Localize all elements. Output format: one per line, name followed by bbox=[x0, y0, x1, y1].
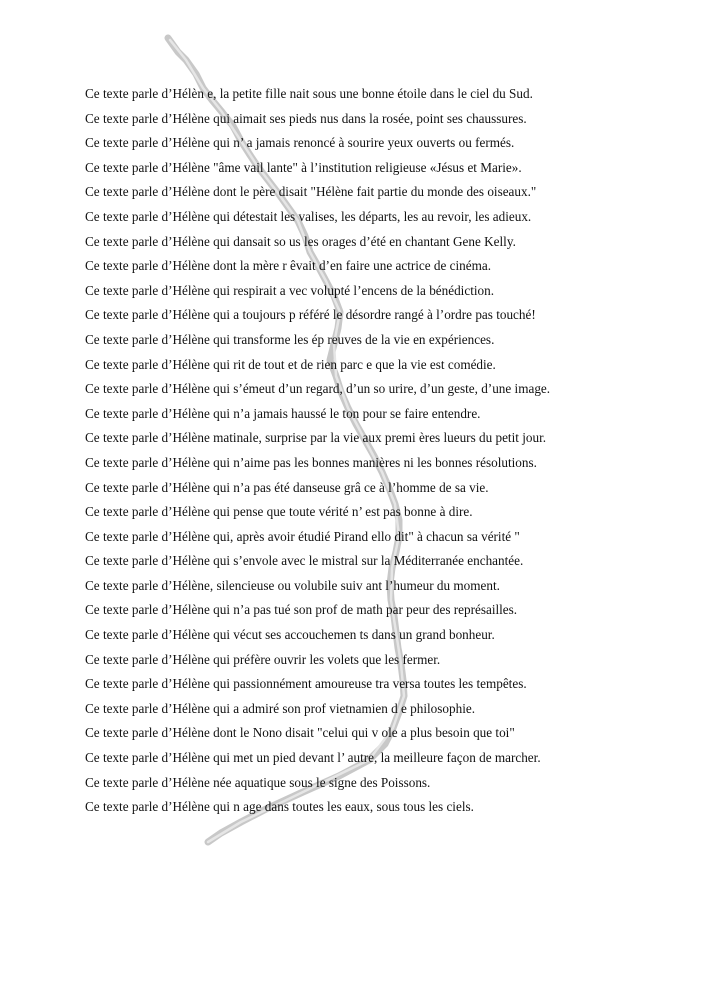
poem-line: Ce texte parle d’Hélène qui met un pied devant l’ autre, la meilleure façon de marcher. bbox=[85, 750, 541, 766]
poem-line: Ce texte parle d’Hélène qui dansait so us les orages d’été en chantant Gene Kelly. bbox=[85, 233, 516, 249]
poem-line: Ce texte parle d’Hélène qui rit de tout et de rien parc e que la vie est comédie. bbox=[85, 356, 496, 372]
poem-line: Ce texte parle d’Hélène matinale, surprise par la vie aux premi ères lueurs du petit jour. bbox=[85, 430, 547, 446]
poem-line: Ce texte parle d’Hélène née aquatique sous le signe des Poissons. bbox=[85, 774, 431, 790]
poem-line: Ce texte parle d’Hélèn e, la petite fille nait sous une bonne étoile dans le ciel du Sud. bbox=[85, 86, 533, 101]
poem-line: Ce texte parle d’Hélène qui respirait a vec volupté l’encens de la bénédiction. bbox=[85, 282, 495, 298]
poem-line: Ce texte parle d’Hélène qui aimait ses pieds nus dans la rosée, point ses chaussures. bbox=[85, 110, 527, 126]
poem-line: Ce texte parle d’Hélène qui a admiré son prof vietnamien d e philosophie. bbox=[85, 700, 476, 716]
poem-line: Ce texte parle d’Hélène qui n’aime pas les bonnes manières ni les bonnes résolutions. bbox=[85, 454, 537, 470]
poem-line: Ce texte parle d’Hélène, silencieuse ou volubile suiv ant l’humeur du moment. bbox=[85, 577, 500, 593]
poem-line: Ce texte parle d’Hélène qui détestait les valises, les départs, les au revoir, les adieux. bbox=[85, 208, 532, 224]
poem-text-block bbox=[85, 82, 645, 820]
poem-line: Ce texte parle d’Hélène "âme vail lante" à l’institution religieuse «Jésus et Marie». bbox=[85, 159, 522, 175]
poem-line: Ce texte parle d’Hélène qui s’émeut d’un regard, d’un so urire, d’un geste, d’une image. bbox=[85, 381, 551, 397]
poem-line: Ce texte parle d’Hélène qui passionnément amoureuse tra versa toutes les tempêtes. bbox=[85, 676, 527, 692]
poem-line: Ce texte parle d’Hélène dont le père disait "Hélène fait partie du monde des oiseaux." bbox=[85, 184, 537, 200]
poem-line: Ce texte parle d’Hélène qui pense que toute vérité n’ est pas bonne à dire. bbox=[85, 504, 473, 520]
poem-line: Ce texte parle d’Hélène dont la mère r êvait d’en faire une actrice de cinéma. bbox=[85, 258, 492, 274]
poem-line: Ce texte parle d’Hélène qui n’a pas été danseuse grâ ce à l’homme de sa vie. bbox=[85, 479, 489, 495]
poem-line: Ce texte parle d’Hélène qui n’ a jamais renoncé à sourire yeux ouverts ou fermés. bbox=[85, 135, 515, 151]
poem-line: Ce texte parle d’Hélène dont le Nono disait "celui qui v ole a plus besoin que toi" bbox=[85, 725, 515, 741]
poem-line: Ce texte parle d’Hélène qui, après avoir étudié Pirand ello dit" à chacun sa vérité " bbox=[85, 528, 520, 544]
poem-line: Ce texte parle d’Hélène qui vécut ses accouchemen ts dans un grand bonheur. bbox=[85, 627, 495, 643]
poem-line: Ce texte parle d’Hélène qui s’envole avec le mistral sur la Méditerranée enchantée. bbox=[85, 553, 524, 569]
poem-line: Ce texte parle d’Hélène qui n’a jamais haussé le ton pour se faire entendre. bbox=[85, 405, 481, 421]
poem-line: Ce texte parle d’Hélène qui a toujours p référé le désordre rangé à l’ordre pas touché! bbox=[85, 307, 536, 323]
poem-line: Ce texte parle d’Hélène qui transforme les ép reuves de la vie en expériences. bbox=[85, 331, 495, 347]
poem-line: Ce texte parle d’Hélène qui préfère ouvrir les volets que les fermer. bbox=[85, 651, 441, 667]
poem-line: Ce texte parle d’Hélène qui n age dans toutes les eaux, sous tous les ciels. bbox=[85, 799, 474, 815]
poem-line: Ce texte parle d’Hélène qui n’a pas tué son prof de math par peur des représailles. bbox=[85, 602, 518, 618]
